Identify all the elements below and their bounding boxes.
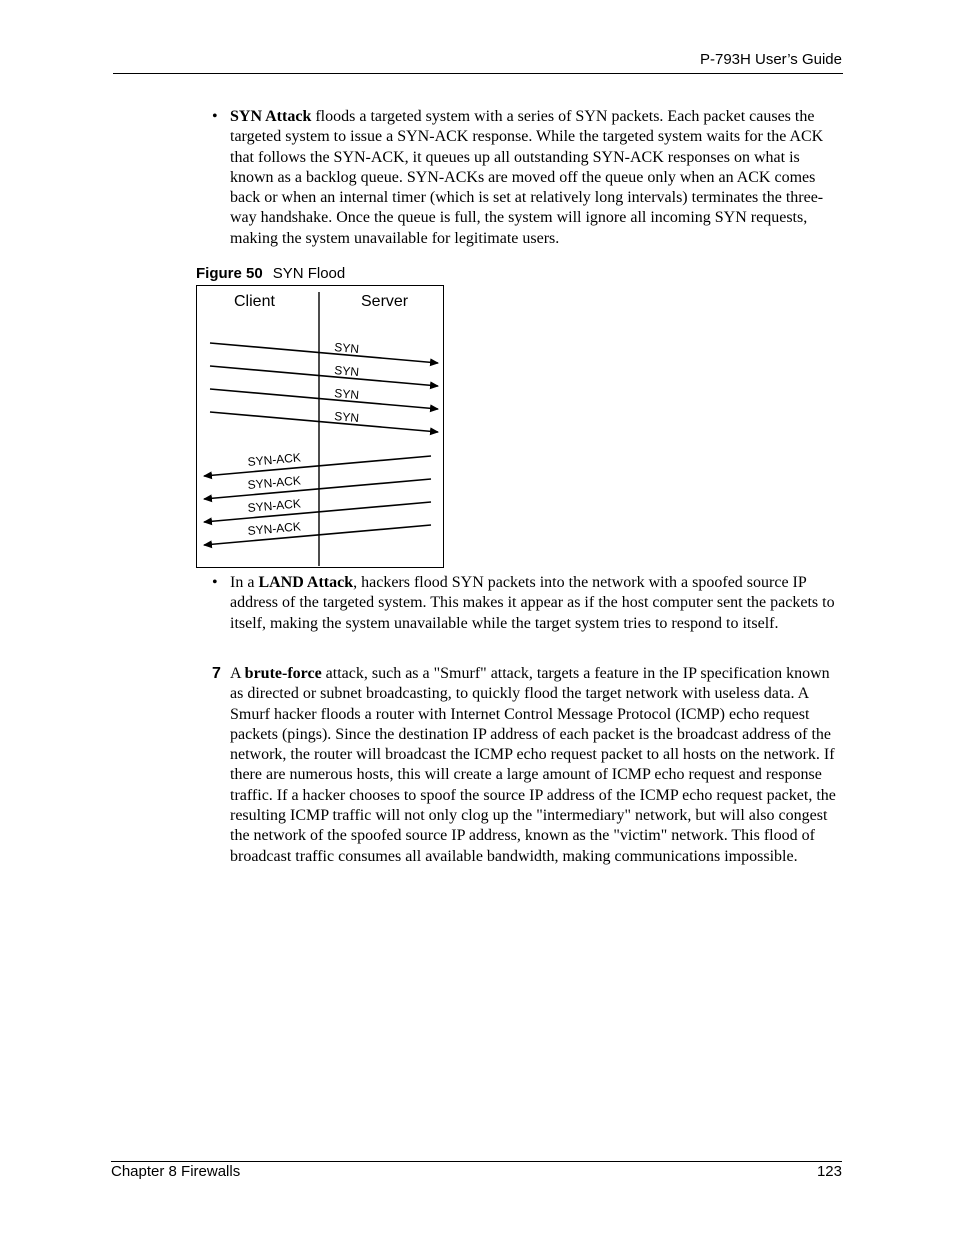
land-attack-text: , hackers flood SYN packets into the network with a spoofed source IP address of the targeted system. This makes it appear as if the host computer sent the packets to itself, making the system unavailable while the target system tries to respond to itself. — [230, 574, 835, 632]
figure-caption — [196, 265, 345, 282]
synack-arrow-label: SYN-ACK — [247, 519, 302, 538]
land-attack-prefix: In a — [230, 574, 259, 591]
bullet-marker: • — [212, 574, 218, 591]
syn-arrow-label: SYN — [333, 386, 360, 403]
land-attack-paragraph — [230, 573, 842, 634]
syn-attack-paragraph — [230, 107, 842, 249]
syn-arrow — [210, 412, 438, 432]
syn-arrow-label: SYN — [333, 363, 360, 380]
syn-attack-bullet — [212, 107, 832, 252]
footer-rule — [111, 1161, 842, 1162]
synack-arrow-label: SYN-ACK — [247, 450, 302, 469]
client-label: Client — [234, 293, 275, 310]
header-rule — [113, 73, 843, 74]
synack-arrow — [204, 456, 431, 476]
brute-force-prefix: A — [230, 665, 245, 682]
syn-arrow — [210, 366, 438, 386]
figure-label: Figure 50 — [196, 265, 263, 282]
syn-arrow-label: SYN — [333, 340, 360, 357]
figure-title: SYN Flood — [272, 265, 346, 282]
brute-force-text: attack, such as a "Smurf" attack, targets a feature in the IP specification known as directed or subnet broadcasting, to quickly flood the target network with useless data. A Smurf hacker floods a router with Internet Control Message Protocol (ICMP) echo request packets (pings). Since the destination IP address of each packet is the broadcast address of the network, the router will broadcast the ICMP echo request packet to all hosts on the network. If there are numerous hosts, this will create a large amount of ICMP echo request and response traffic. If a hacker chooses to spoof the source IP address of the ICMP echo request packet, the resulting ICMP traffic will not only clog up the "intermediary" network, but will also congest the network of the spoofed source IP address, known as the "victim" network. This flood of broadcast traffic consumes all available bandwidth, making communications impossible. — [230, 665, 836, 865]
synack-arrow — [204, 479, 431, 499]
synack-arrow — [204, 502, 431, 522]
header-title: P-793H User’s Guide — [699, 51, 842, 68]
syn-flood-svg — [197, 286, 445, 569]
land-attack-bullet — [212, 573, 835, 658]
synack-arrow — [204, 525, 431, 545]
bullet-marker: • — [212, 108, 218, 125]
syn-arrow-label: SYN — [333, 409, 360, 426]
syn-attack-text: floods a targeted system with a series of SYN packets. Each packet causes the targeted system to issue a SYN-ACK response. While the targeted system waits for the ACK that follows the SYN-ACK, it queues up all outstanding SYN-ACK responses on what is known as a backlog queue. SYN-ACKs are moved off the queue only when an ACK comes back or when an internal timer (which is set at relatively long intervals) terminates the three-way handshake. Once the queue is full, the system will ignore all incoming SYN requests, making the system unavailable for legitimate users. — [230, 108, 824, 247]
footer-page-number: 123 — [816, 1163, 842, 1180]
brute-force-term: brute-force — [244, 665, 322, 682]
syn-arrow — [210, 389, 438, 409]
footer-chapter: Chapter 8 Firewalls — [111, 1163, 241, 1180]
land-attack-term: LAND Attack — [258, 574, 354, 591]
brute-force-paragraph — [230, 664, 842, 867]
syn-attack-term: SYN Attack — [230, 108, 312, 125]
synack-arrow-label: SYN-ACK — [247, 496, 302, 515]
synack-arrow-label: SYN-ACK — [247, 473, 302, 492]
syn-arrow — [210, 343, 438, 363]
syn-flood-diagram — [196, 285, 444, 568]
item-number: 7 — [212, 665, 221, 682]
server-label: Server — [361, 293, 409, 310]
